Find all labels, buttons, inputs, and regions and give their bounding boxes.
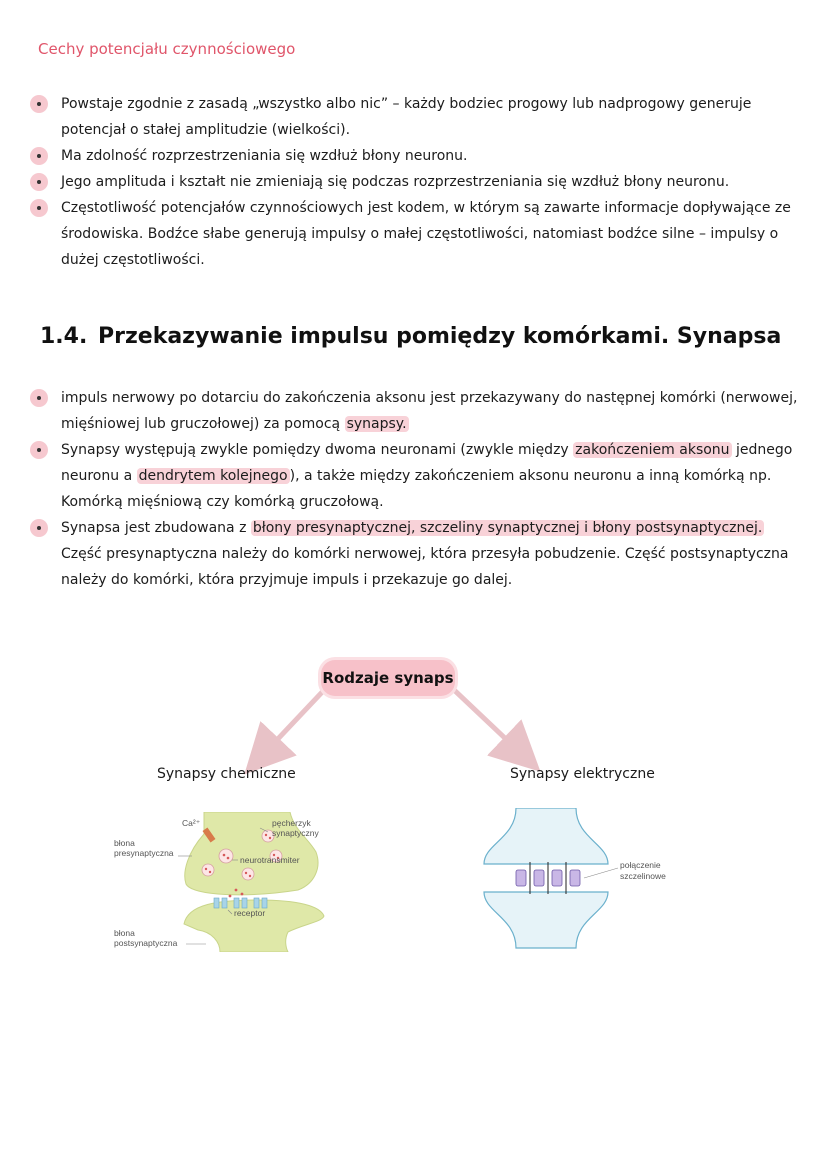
- label-vesicle-1: pęcherzyk: [272, 818, 311, 828]
- list-item-text: Synapsy występują zwykle pomiędzy dwoma neuronami (zwykle między: [61, 442, 574, 458]
- label-pre-1: błona: [114, 838, 135, 848]
- list-item-text: Jego amplituda i kształt nie zmieniają się podczas rozprzestrzeniania się wzdłuż błony neuronu.: [61, 174, 730, 190]
- list-item-text: jednego neuronu a: [61, 442, 793, 484]
- label-post-1: błona: [114, 928, 135, 938]
- list-item-text: impuls nerwowy po dotarciu do zakończenia aksonu jest przekazywany do następnej komórki (nerwowej, mięśniowej lub gruczołowej) za pomocą: [61, 390, 798, 432]
- arrow-right: [452, 688, 526, 758]
- highlighted-term: zakończeniem aksonu: [575, 442, 730, 458]
- label-ca: Ca²⁺: [182, 818, 201, 828]
- section-title: Przekazywanie impulsu pomiędzy komórkami. Synapsa: [98, 324, 782, 349]
- list-item-text: Częstotliwość potencjałów czynnościowych jest kodem, w którym są zawarte informacje dopływające ze środowiska. Bodźce słabe generują impulsy o małej częstotliwości, natomiast bodźce silne – impulsy o dużej częstotliwości.: [61, 200, 791, 268]
- subtitle-cechy: Cechy potencjału czynnościowego: [38, 40, 296, 58]
- highlighted-term: synapsy.: [346, 416, 407, 432]
- label-vesicle-2: synaptyczny: [272, 828, 319, 838]
- label-neurotransmitter: neurotransmiter: [240, 855, 300, 865]
- list-item-text: ), a także między zakończeniem aksonu neuronu a inną komórką np. Komórką mięśniową czy komórką gruczołową.: [61, 468, 772, 510]
- list-item-text: Synapsa jest zbudowana z: [61, 520, 251, 536]
- section-number: 1.4.: [40, 324, 88, 349]
- electrical-synapse-diagram: [480, 808, 690, 950]
- list-item-text: Powstaje zgodnie z zasadą „wszystko albo nic” – każdy bodziec progowy lub nadprogowy generuje potencjał o stałej amplitudzie (wielkości).: [61, 96, 752, 138]
- chemical-synapse-diagram: [108, 812, 348, 952]
- chemical-synapse-label: Synapsy chemiczne: [157, 766, 296, 782]
- synapse-types-badge: Rodzaje synaps: [321, 660, 455, 696]
- label-receptor: receptor: [234, 908, 266, 918]
- label-pre-2: presynaptyczna: [114, 848, 174, 858]
- label-gap-1: połączenie: [620, 860, 661, 870]
- list-item-text: Ma zdolność rozprzestrzeniania się wzdłuż błony neuronu.: [61, 148, 468, 164]
- label-post-2: postsynaptyczna: [114, 938, 178, 948]
- list-item-text: Część presynaptyczna należy do komórki nerwowej, która przesyła pobudzenie. Część postsynaptyczna należy do komórki, która przyjmuje impuls i przekazuje go dalej.: [61, 546, 789, 588]
- label-gap-2: szczelinowe: [620, 871, 666, 881]
- highlighted-term: błony presynaptycznej, szczeliny synaptycznej i błony postsynaptycznej.: [252, 520, 763, 536]
- highlighted-term: dendrytem kolejnego: [138, 468, 288, 484]
- electrical-synapse-label: Synapsy elektryczne: [510, 766, 655, 782]
- arrow-left: [258, 688, 326, 760]
